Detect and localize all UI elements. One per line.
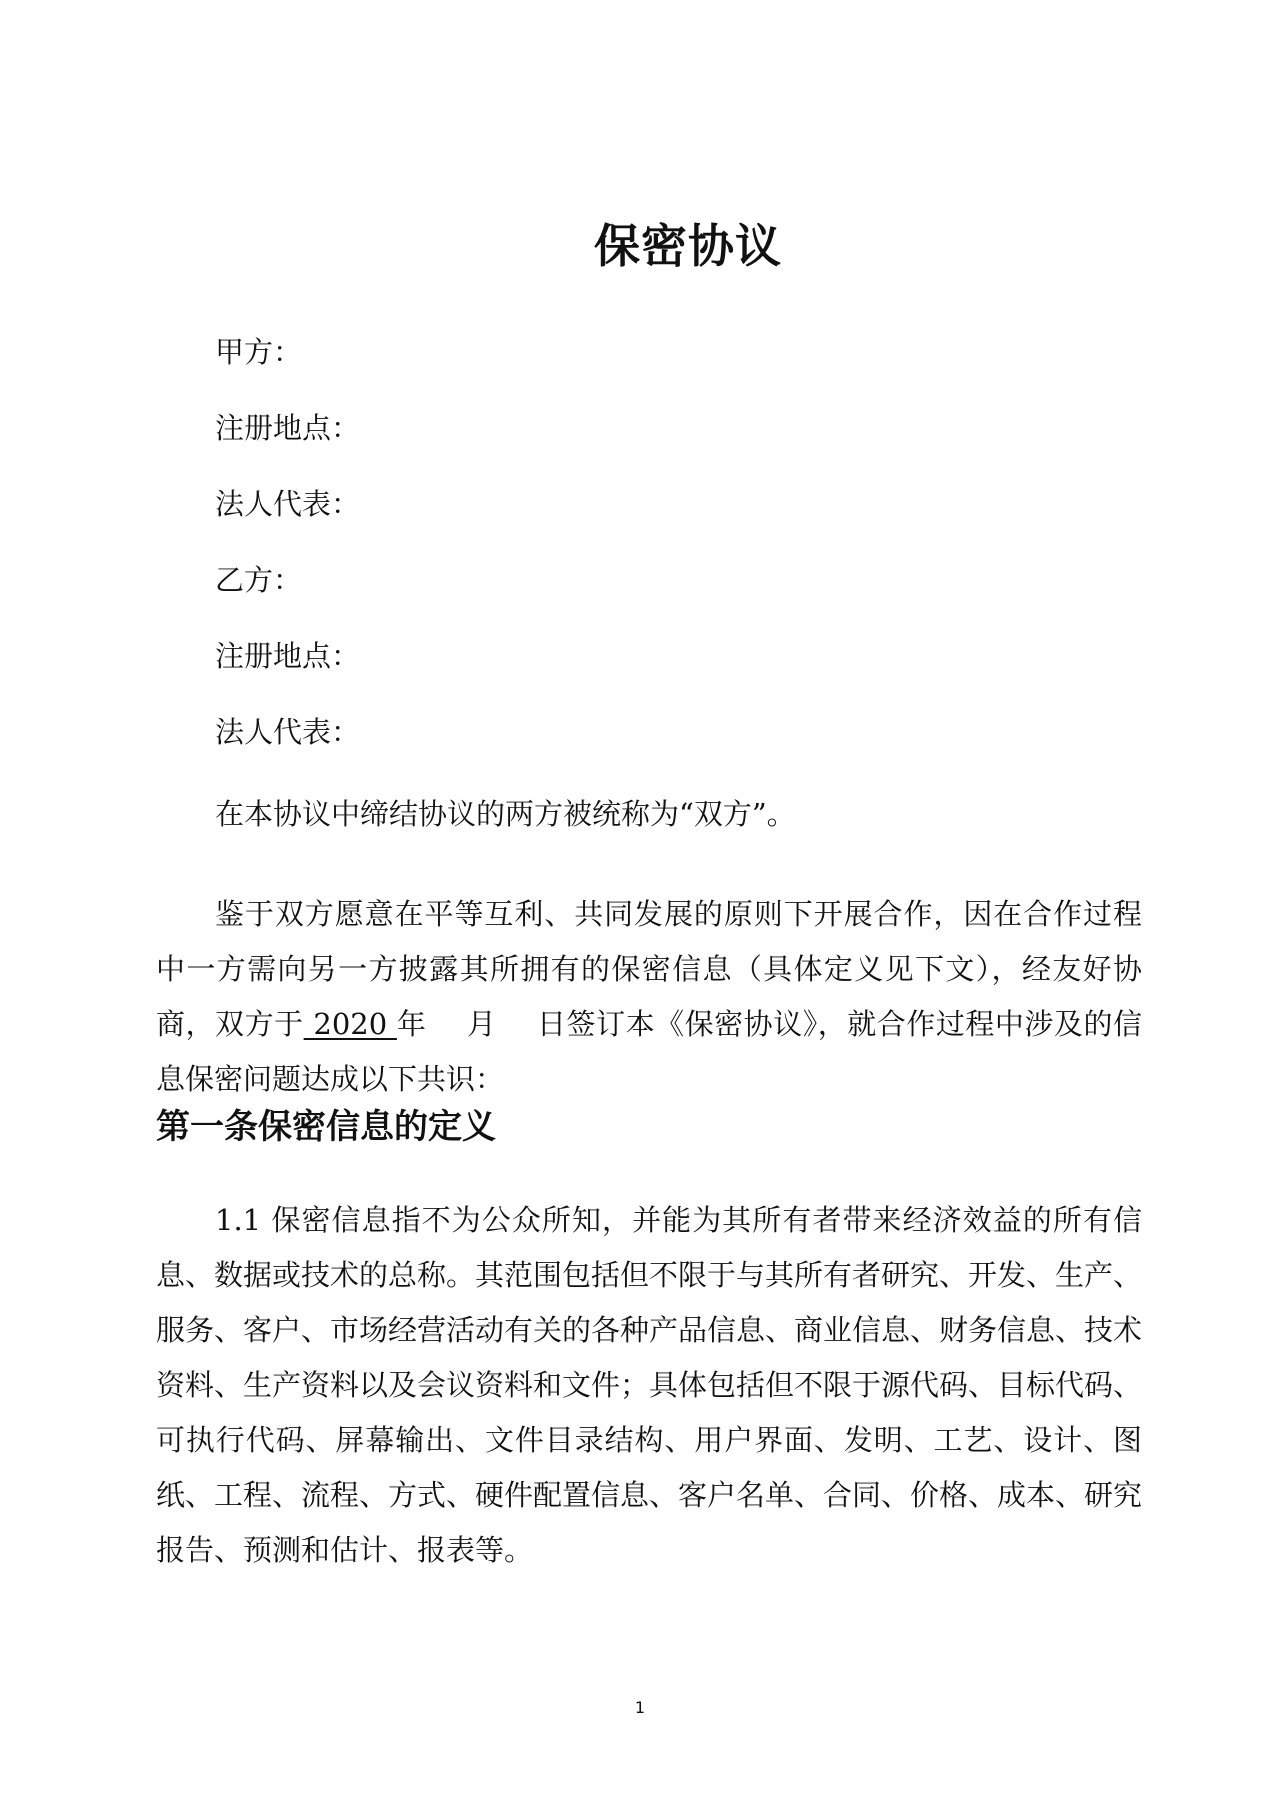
section-1-heading: 第一条保密信息的定义 <box>156 1107 496 1147</box>
page-number: 1 <box>634 1698 646 1717</box>
party-b-label: 乙方： <box>215 563 303 597</box>
preamble-paragraph <box>156 887 1142 1107</box>
party-a-representative-label: 法人代表： <box>215 487 361 521</box>
party-b-representative-label: 法人代表： <box>215 715 361 749</box>
preamble-text-start: 鉴于双方愿意在平等互利、共同发展的原则下开展合作，因在合作过程中一方需向另一方披露其所拥有的保密信息（具体定义见下文），经友好协商，双方于 <box>156 897 1142 1041</box>
document-title: 保密协议 <box>594 219 782 273</box>
year-label: 年 <box>396 1007 427 1041</box>
party-a-address-label: 注册地点： <box>215 411 361 445</box>
signing-year: 2020 <box>303 1007 397 1041</box>
preamble-text-end: 日签订本《保密协议》，就合作过程中涉及的信息保密问题达成以下共识： <box>156 1007 1142 1096</box>
clause-1-1: 1.1 保密信息指不为公众所知，并能为其所有者带来经济效益的所有信息、数据或技术的总称。其范围包括但不限于与其所有者研究、开发、生产、服务、客户、市场经营活动有关的各种产品信息、商业信息、财务信息、技术资料、生产资料以及会议资料和文件；具体包括但不限于源代码、目标代码、可执行代码、屏幕输出、文件目录结构、用户界面、发明、工艺、设计、图纸、工程、流程、方式、硬件配置信息、客户名单、合同、价格、成本、研究报告、预测和估计、报表等。 <box>156 1203 1143 1567</box>
month-label: 月 <box>466 1007 497 1041</box>
party-b-address-label: 注册地点： <box>215 639 361 673</box>
parties-definition-sentence: 在本协议中缔结协议的两方被统称为“双方”。 <box>215 797 796 831</box>
party-a-label: 甲方： <box>215 335 303 369</box>
